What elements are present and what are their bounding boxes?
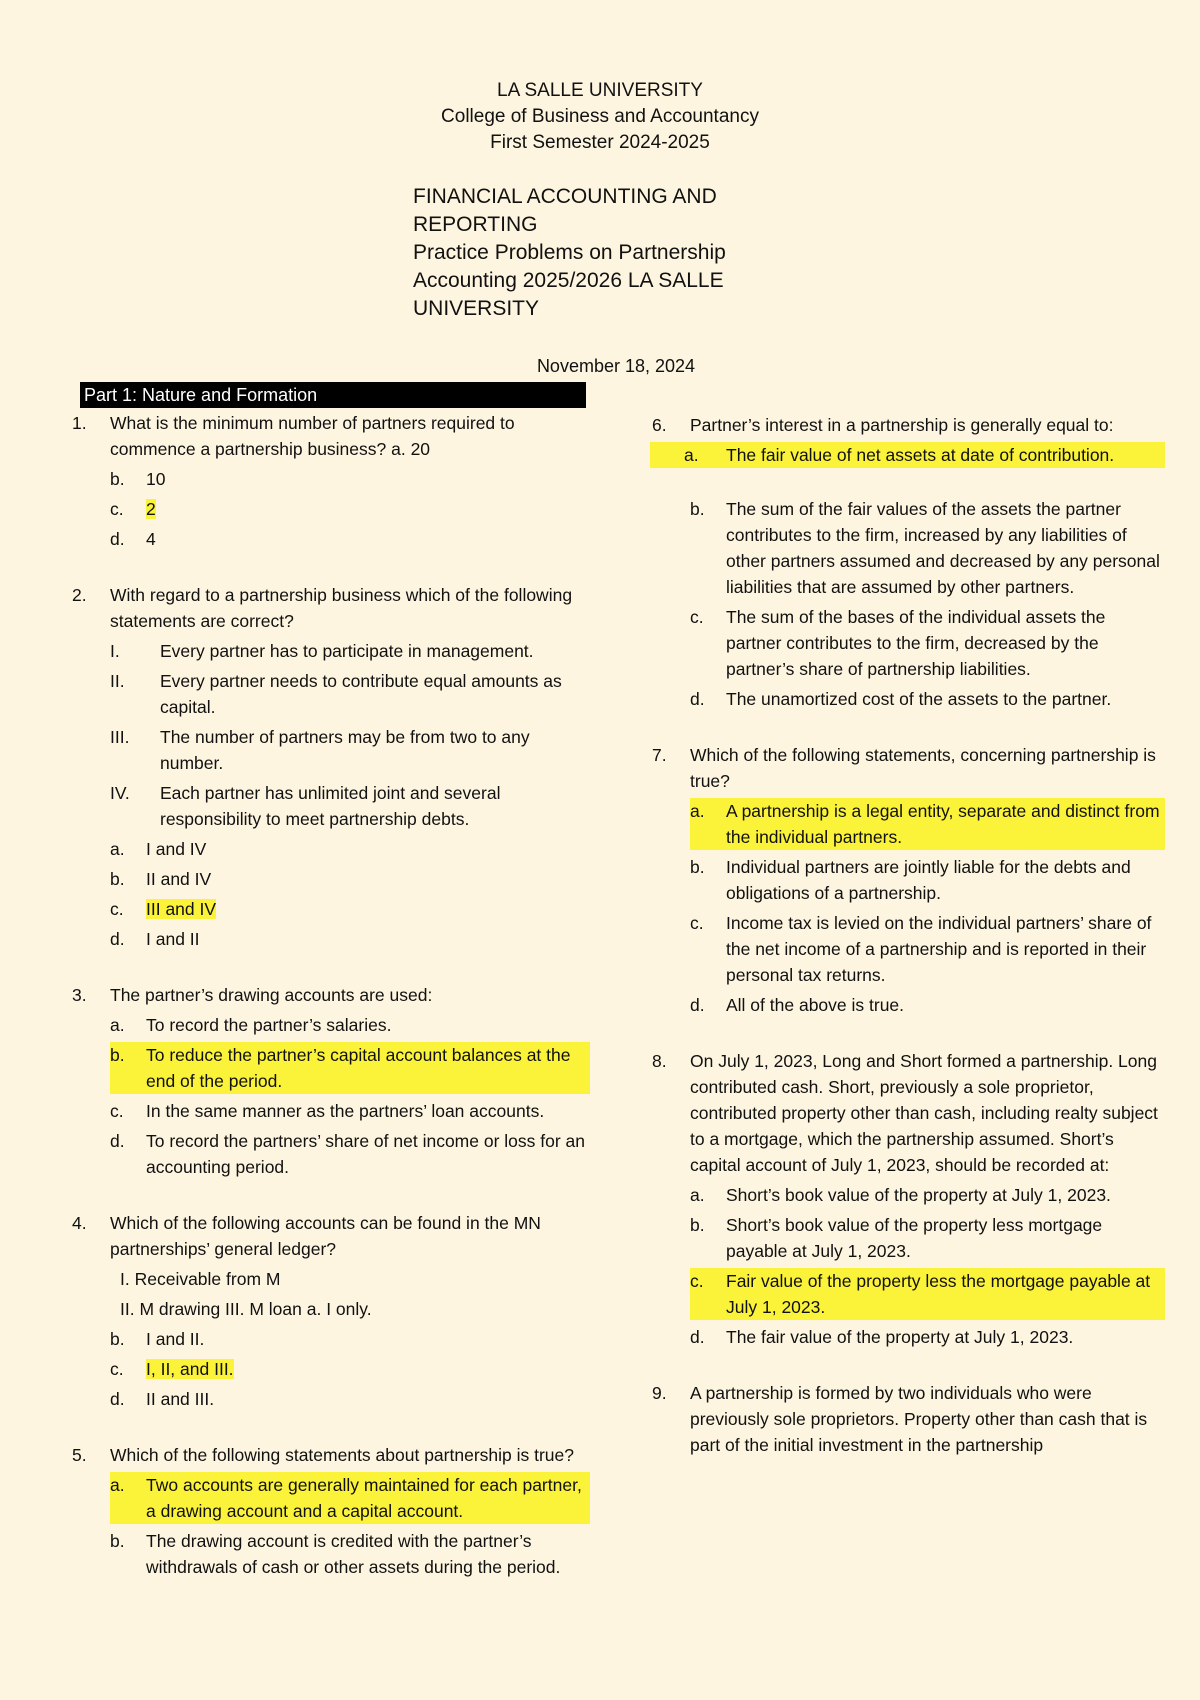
roman-label: IV.: [110, 783, 130, 803]
option-label: a.: [110, 839, 125, 859]
question-number: 7.: [652, 745, 667, 765]
roman-statement: [110, 638, 590, 664]
ledger-item: II. M drawing III. M loan a. I only.: [120, 1299, 372, 1319]
option: [690, 1182, 1165, 1208]
option-label: d.: [690, 689, 705, 709]
right-column: [650, 412, 1165, 1488]
option-answer: [110, 896, 590, 922]
roman-text: The number of partners may be from two to any number.: [160, 727, 530, 773]
question-7: [650, 742, 1165, 1018]
option: [690, 992, 1165, 1018]
option-answer: [650, 442, 1165, 468]
option-text: To record the partner’s salaries.: [146, 1015, 392, 1035]
option-label: c.: [690, 913, 704, 933]
option-answer: [690, 1268, 1165, 1320]
option-label: d.: [110, 529, 125, 549]
option: [110, 926, 590, 952]
semester: First Semester 2024-2025: [490, 132, 710, 153]
question-number: 1.: [72, 413, 87, 433]
option: [110, 1098, 590, 1124]
option-label: a.: [110, 1015, 125, 1035]
roman-statement: [110, 724, 590, 776]
roman-text: Each partner has unlimited joint and several responsibility to meet partnership debts.: [160, 783, 501, 829]
option-text-highlighted: 2: [146, 499, 156, 519]
roman-statement: [110, 668, 590, 720]
question-stem: With regard to a partnership business which of the following statements are correct?: [110, 585, 573, 631]
question-3: [70, 982, 590, 1180]
option-label: d.: [690, 1327, 705, 1347]
question-number: 4.: [72, 1213, 87, 1233]
option: [110, 836, 590, 862]
course-line-3: Practice Problems on Partnership: [413, 241, 726, 264]
option-label: b.: [690, 1215, 705, 1235]
roman-label: II.: [110, 671, 125, 691]
question-number: 9.: [652, 1383, 667, 1403]
option-text: The unamortized cost of the assets to the partner.: [726, 689, 1112, 709]
ledger-item: I. Receivable from M: [120, 1269, 281, 1289]
option-label: b.: [690, 499, 705, 519]
option-answer: [110, 1356, 590, 1382]
option-label: b.: [110, 1531, 125, 1551]
option-text: II and IV: [146, 869, 212, 889]
course-line-5: UNIVERSITY: [413, 297, 540, 320]
option-text: The sum of the bases of the individual assets the partner contributes to the firm, decreased by the partner’s share of partnership liabilities.: [726, 607, 1106, 679]
option-text: Individual partners are jointly liable for the debts and obligations of a partnership.: [726, 857, 1131, 903]
question-number: 8.: [652, 1051, 667, 1071]
question-stem: Which of the following statements about partnership is true?: [110, 1445, 574, 1465]
question-number: 6.: [652, 415, 667, 435]
question-8: [650, 1048, 1165, 1350]
option-label: c.: [110, 899, 124, 919]
option-label: a.: [684, 445, 699, 465]
option-label: a.: [110, 1475, 125, 1495]
document-header: [0, 78, 1200, 156]
option-text: 4: [146, 529, 156, 549]
option: [690, 1212, 1165, 1264]
roman-label: III.: [110, 727, 130, 747]
question-number: 3.: [72, 985, 87, 1005]
question-stem: Which of the following accounts can be found in the MN partnerships’ general ledger?: [110, 1213, 541, 1259]
document-date: November 18, 2024: [536, 356, 696, 376]
option-label: c.: [110, 1101, 124, 1121]
option: [690, 910, 1165, 988]
option: [690, 686, 1165, 712]
option: [690, 604, 1165, 682]
option-text-highlighted: Two accounts are generally maintained for each partner, a drawing account and a capital account.: [146, 1475, 582, 1521]
question-4: [70, 1210, 590, 1412]
option-label: c.: [690, 1271, 704, 1291]
option-text: Income tax is levied on the individual partners’ share of the net income of a partnership and is reported in their personal tax returns.: [726, 913, 1152, 985]
option-label: c.: [110, 499, 124, 519]
option-answer: [690, 798, 1165, 850]
option-text: Short’s book value of the property less mortgage payable at July 1, 2023.: [726, 1215, 1103, 1261]
roman-text: Every partner has to participate in management.: [160, 641, 534, 661]
option: [690, 1324, 1165, 1350]
college-name: College of Business and Accountancy: [441, 106, 759, 127]
option-text: I and IV: [146, 839, 207, 859]
option-label: b.: [110, 469, 125, 489]
option-answer: [110, 1472, 590, 1524]
option: [110, 526, 590, 552]
option-text: I and II: [146, 929, 200, 949]
option-text: The fair value of the property at July 1, 2023.: [726, 1327, 1074, 1347]
course-line-2: REPORTING: [413, 213, 538, 236]
option-text-highlighted: A partnership is a legal entity, separate and distinct from the individual partners.: [726, 801, 1160, 847]
question-6: [650, 412, 1165, 712]
option-text: The sum of the fair values of the assets the partner contributes to the firm, increased by any liabilities of other partners assumed and decreased by any personal liabilities that are assumed by other partners.: [726, 499, 1160, 597]
option-label: b.: [110, 1329, 125, 1349]
option: [110, 1326, 590, 1352]
option-text-highlighted: To reduce the partner’s capital account balances at the end of the period.: [146, 1045, 571, 1091]
question-number: 5.: [72, 1445, 87, 1465]
option-text-highlighted: The fair value of net assets at date of contribution.: [726, 445, 1115, 465]
roman-label: I.: [110, 641, 120, 661]
question-2: [70, 582, 590, 952]
option-text: To record the partners’ share of net income or loss for an accounting period.: [146, 1131, 586, 1177]
option-label: a.: [690, 1185, 705, 1205]
option-label: b.: [110, 869, 125, 889]
option: [690, 496, 1165, 600]
option-label: c.: [690, 607, 704, 627]
option-text: I and II.: [146, 1329, 205, 1349]
question-stem: A partnership is formed by two individuals who were previously sole proprietors. Property other than cash that is part of the initial investment in the partnership: [690, 1383, 1148, 1455]
question-number: 2.: [72, 585, 87, 605]
option: [110, 866, 590, 892]
question-9: [650, 1380, 1165, 1458]
option-text: II and III.: [146, 1389, 215, 1409]
option-answer: [110, 1042, 590, 1094]
option-text: Short’s book value of the property at July 1, 2023.: [726, 1185, 1111, 1205]
option-label: c.: [110, 1359, 124, 1379]
university-name: LA SALLE UNIVERSITY: [497, 80, 703, 101]
option: [110, 1128, 590, 1180]
option-label: d.: [110, 1389, 125, 1409]
option-text-highlighted: III and IV: [146, 899, 217, 919]
course-line-1: FINANCIAL ACCOUNTING AND: [413, 185, 717, 208]
option: [690, 854, 1165, 906]
question-1: [70, 410, 590, 552]
option-label: b.: [110, 1045, 125, 1065]
roman-text: Every partner needs to contribute equal amounts as capital.: [160, 671, 562, 717]
option-label: d.: [110, 1131, 125, 1151]
option-label: b.: [690, 857, 705, 877]
left-column: [70, 410, 590, 1610]
question-stem: Which of the following statements, concerning partnership is true?: [690, 745, 1156, 791]
option-label: d.: [110, 929, 125, 949]
option: [110, 1012, 590, 1038]
question-5: [70, 1442, 590, 1580]
question-stem: Partner’s interest in a partnership is generally equal to:: [690, 415, 1114, 435]
course-line-4: Accounting 2025/2026 LA SALLE: [413, 269, 724, 292]
option-text: All of the above is true.: [726, 995, 905, 1015]
option: [110, 1528, 590, 1580]
option: [110, 466, 590, 492]
option-label: a.: [690, 801, 705, 821]
question-stem: What is the minimum number of partners required to commence a partnership business? a. 20: [110, 413, 515, 459]
option-text: 10: [146, 469, 166, 489]
course-title: [413, 183, 773, 323]
question-stem: On July 1, 2023, Long and Short formed a partnership. Long contributed cash. Short, previously a sole proprietor, contributed property other than cash, including realty subject to a mortgage, which the partnership assumed. Short’s capital account of July 1, 2023, should be recorded at:: [690, 1051, 1158, 1175]
roman-statement: [110, 780, 590, 832]
option: [110, 1386, 590, 1412]
option-text: The drawing account is credited with the partner’s withdrawals of cash or other assets during the period.: [146, 1531, 561, 1577]
option-label: d.: [690, 995, 705, 1015]
option-text: In the same manner as the partners’ loan accounts.: [146, 1101, 545, 1121]
option-text-highlighted: I, II, and III.: [146, 1359, 234, 1379]
question-stem: The partner’s drawing accounts are used:: [110, 985, 433, 1005]
option-answer: [110, 496, 590, 522]
part-title: Part 1: Nature and Formation: [80, 382, 586, 408]
option-text-highlighted: Fair value of the property less the mortgage payable at July 1, 2023.: [726, 1271, 1151, 1317]
